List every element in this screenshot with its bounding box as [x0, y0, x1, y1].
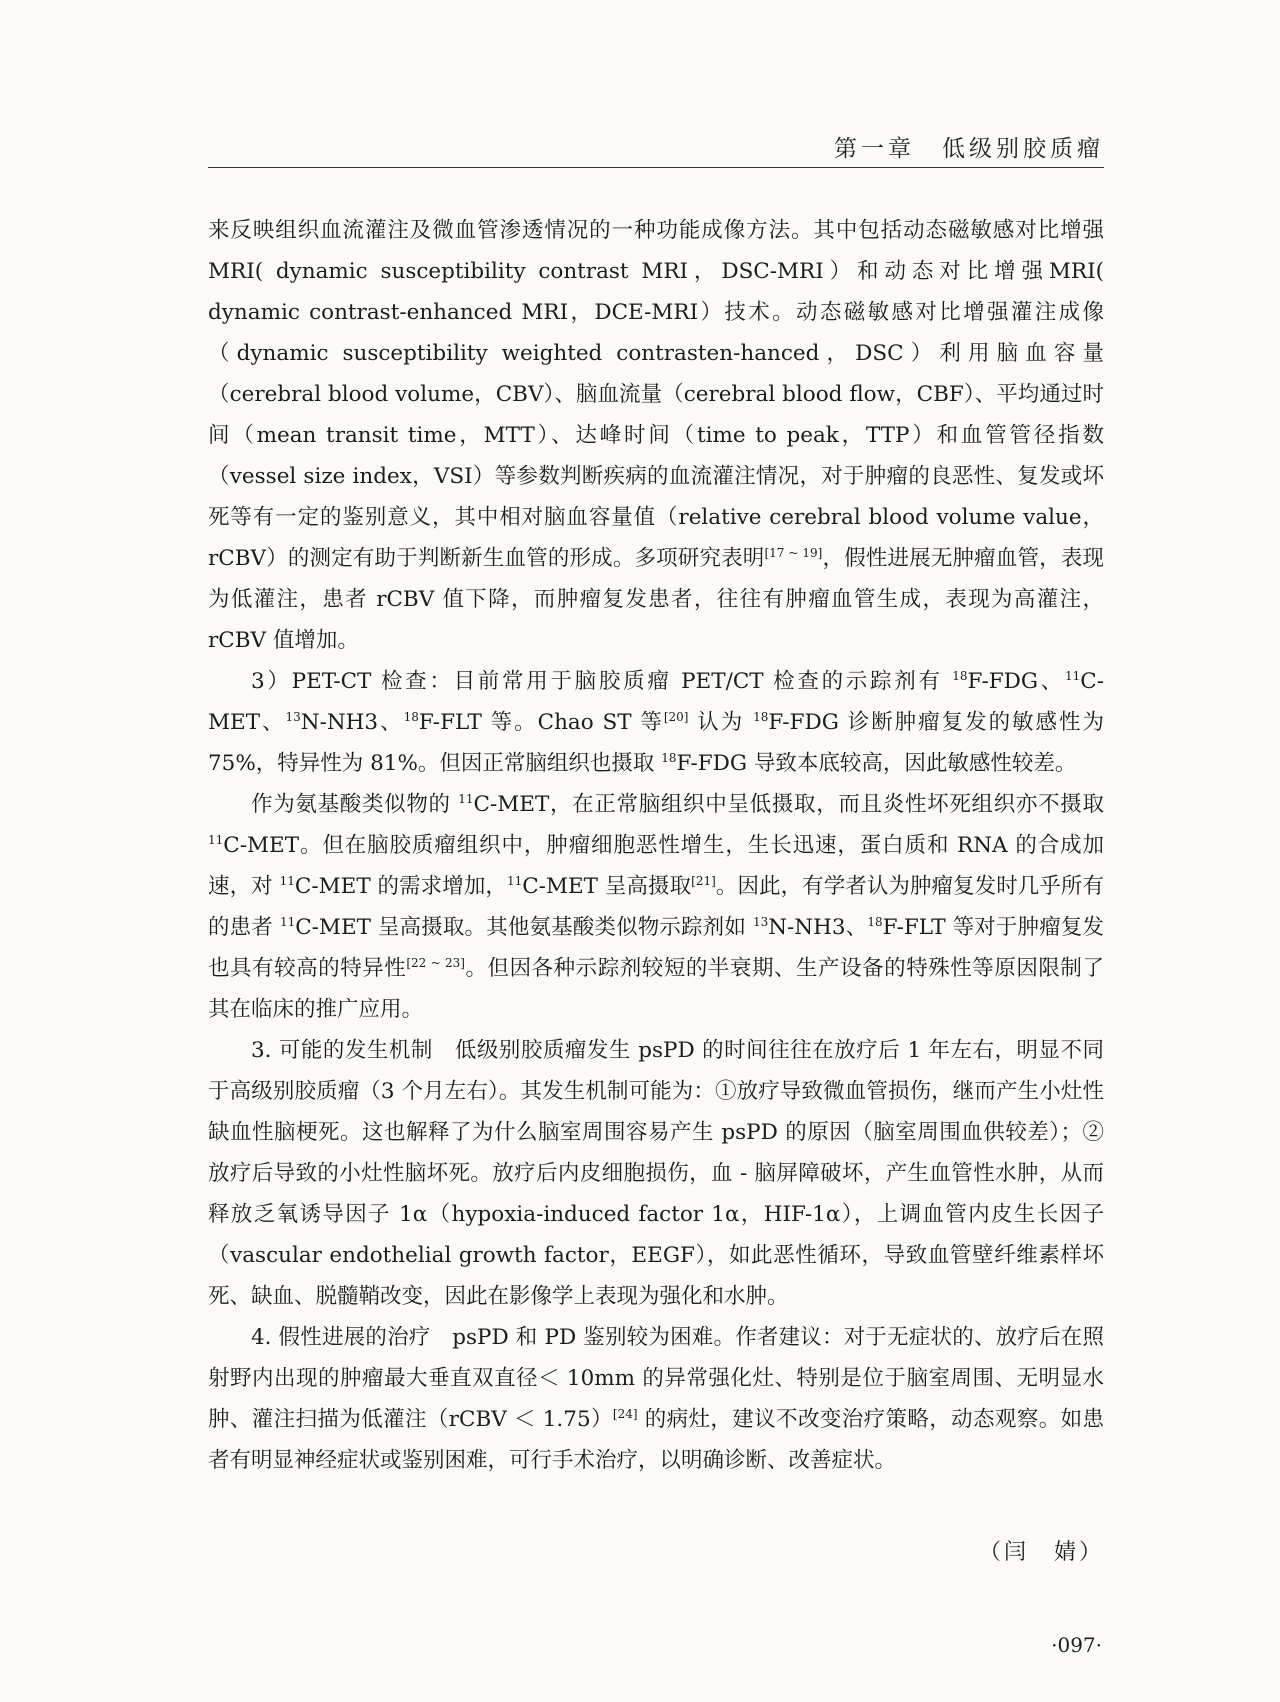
header-rule	[208, 167, 1104, 168]
author-signature: （闫 婧）	[978, 1540, 1104, 1565]
running-head: 第一章 低级别胶质瘤	[834, 136, 1104, 162]
paragraph-perfusion-imaging: 来反映组织血流灌注及微血管渗透情况的一种功能成像方法。其中包括动态磁敏感对比增强MRI( dynamic susceptibility contrast MRI，DSC-MRI）和动态对比增强MRI( dynamic contrast-enhanced MRI，DCE-MRI）技术。动态磁敏感对比增强灌注成像（dynamic susceptibility weighted contrasten-hanced，DSC）利用脑血容量（cerebral blood volume，CBV）、脑血流量（cerebral blood flow，CBF）、平均通过时间（mean transit time，MTT）、达峰时间（time to peak，TTP）和血管管径指数（vessel size index，VSI）等参数判断疾病的血流灌注情况，对于肿瘤的良恶性、复发或坏死等有一定的鉴别意义，其中相对脑血容量值（relative cerebral blood volume value，rCBV）的测定有助于判断新生血管的形成。多项研究表明[17 ~ 19]，假性进展无肿瘤血管，表现为低灌注，患者 rCBV 值下降，而肿瘤复发患者，往往有肿瘤血管生成，表现为高灌注，rCBV 值增加。	[208, 218, 1104, 653]
paragraph-met-tracer: 作为氨基酸类似物的 $^{11}$C-MET，在正常脑组织中呈低摄取，而且炎性坏死组织亦不摄取 $^{11}$C-MET。但在脑胶质瘤组织中，肿瘤细胞恶性增生，生长迅速，蛋白质和 RNA 的合成加速，对 $^{11}$C-MET 的需求增加，$^{11}$C-MET 呈高摄取[21]。因此，有学者认为肿瘤复发时几乎所有的患者 $^{11}$C-MET 呈高摄取。其他氨基酸类似物示踪剂如 $^{13}$N-NH3、$^{18}$F-FLT 等对于肿瘤复发也具有较高的特异性[22 ~ 23]。但因各种示踪剂较短的半衰期、生产设备的特殊性等原因限制了其在临床的推广应用。	[208, 792, 1105, 1022]
citation: [24]	[612, 1407, 638, 1421]
page-number: ·097·	[1051, 1633, 1102, 1657]
citation: [21]	[691, 874, 716, 888]
citation: [22 ~ 23]	[406, 956, 465, 970]
citation: [20]	[663, 710, 689, 724]
paragraph-pet-ct: 3）PET-CT 检查：目前常用于脑胶质瘤 PET/CT 检查的示踪剂有 $^{18}$F-FDG、$^{11}$C-MET、$^{13}$N-NH3、$^{18}$F-FLT 等。Chao ST 等[20] 认为 $^{18}$F-FDG 诊断肿瘤复发的敏感性为 75%，特异性为 81%。但因正常脑组织也摄取 $^{18}$F-FDG 导致本底较高，因此敏感性较差。	[208, 669, 1104, 776]
citation: [17 ~ 19]	[764, 546, 823, 560]
paragraph-mechanism: 3. 可能的发生机制 低级别胶质瘤发生 psPD 的时间往往在放疗后 1 年左右，明显不同于高级别胶质瘤（3 个月左右）。其发生机制可能为：①放疗导致微血管损伤，继而产生小灶性缺血性脑梗死。这也解释了为什么脑室周围容易产生 psPD 的原因（脑室周围血供较差）；②放疗后导致的小灶性脑坏死。放疗后内皮细胞损伤，血 - 脑屏障破坏，产生血管性水肿，从而释放乏氧诱导因子 1α（hypoxia-induced factor 1α，HIF-1α），上调血管内皮生长因子（vascular endothelial growth factor，EEGF），如此恶性循环，导致血管壁纤维素样坏死、缺血、脱髓鞘改变，因此在影像学上表现为强化和水肿。	[208, 1038, 1104, 1309]
body-text	[208, 210, 1104, 1481]
paragraph-treatment: 4. 假性进展的治疗 psPD 和 PD 鉴别较为困难。作者建议：对于无症状的、放疗后在照射野内出现的肿瘤最大垂直双直径＜ 10mm 的异常强化灶、特别是位于脑室周围、无明显水肿、灌注扫描为低灌注（rCBV ＜ 1.75）[24] 的病灶，建议不改变治疗策略，动态观察。如患者有明显神经症状或鉴别困难，可行手术治疗，以明确诊断、改善症状。	[208, 1325, 1104, 1473]
